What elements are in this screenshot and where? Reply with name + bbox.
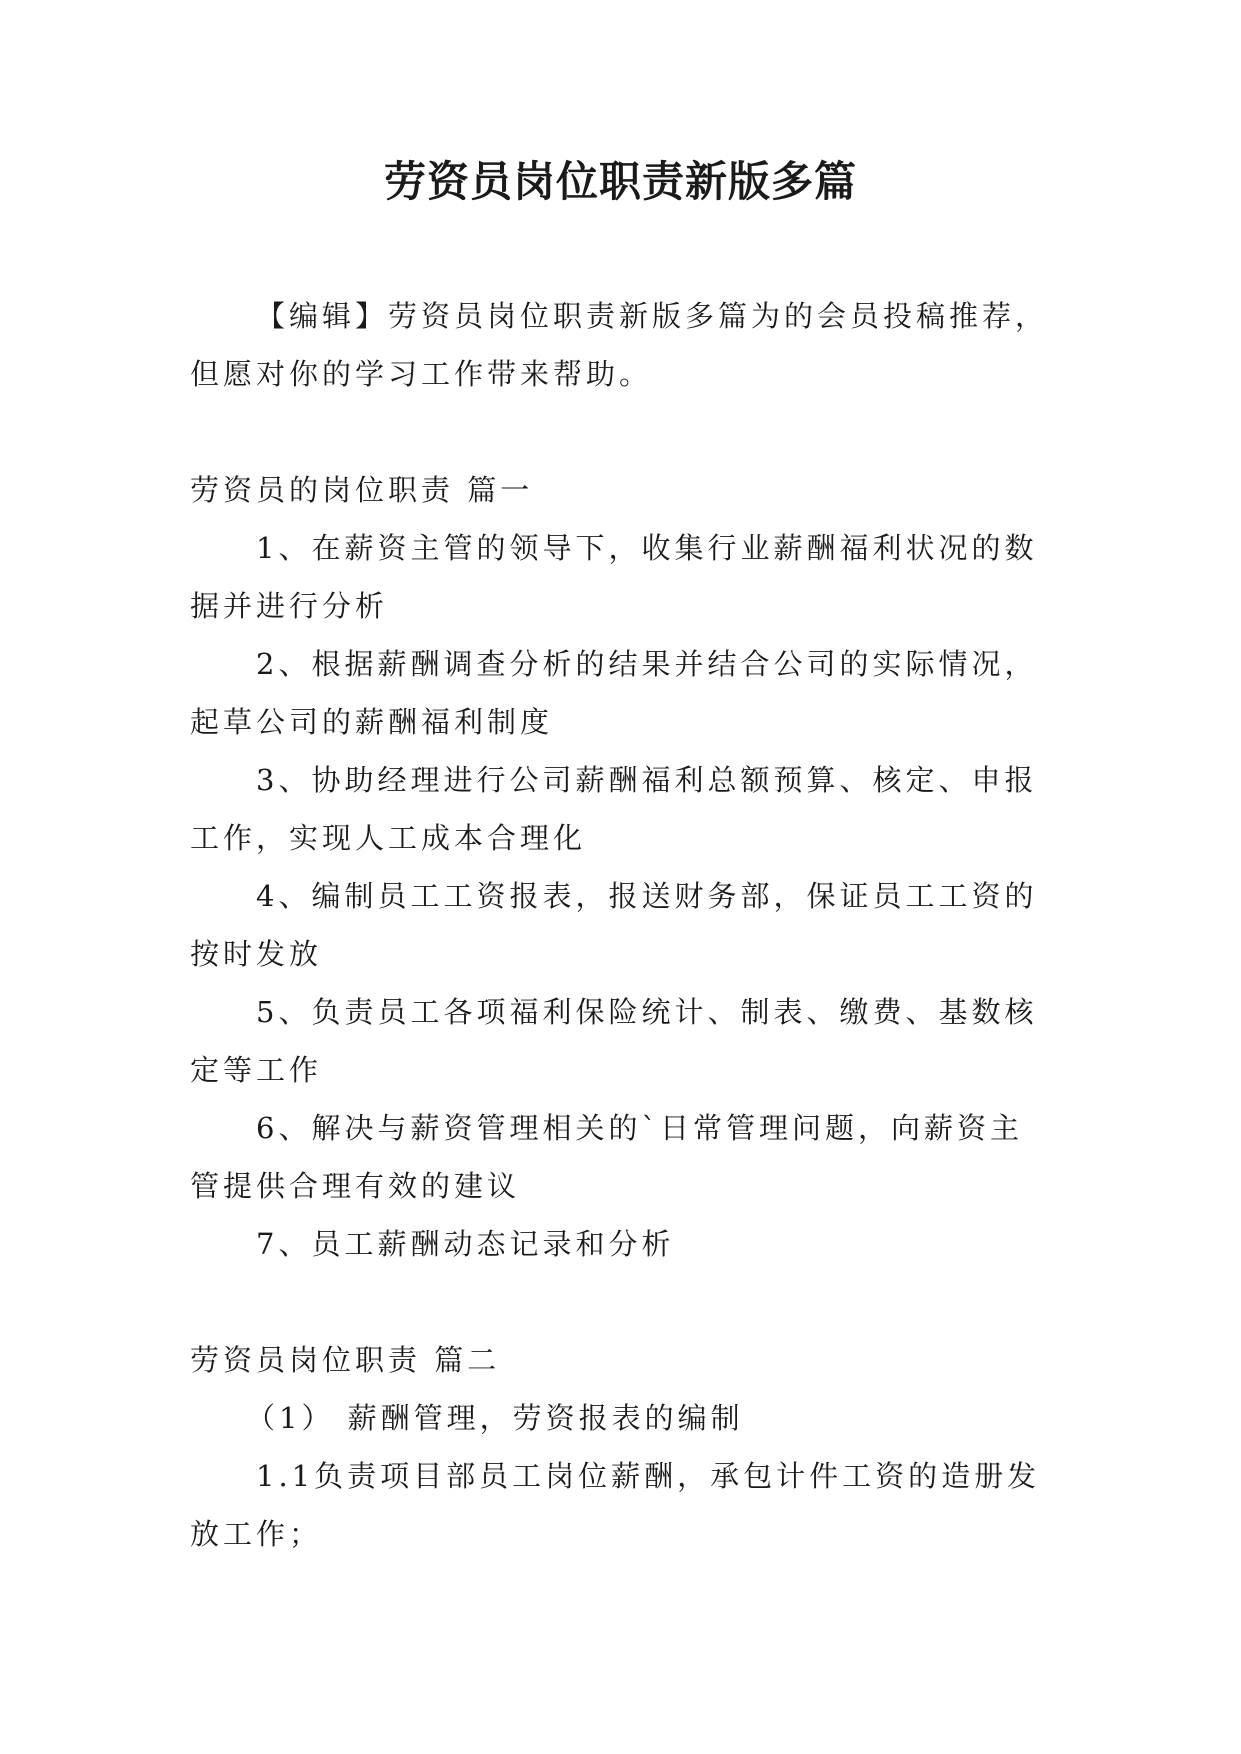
section1-item-3: 3、协助经理进行公司薪酬福利总额预算、核定、申报工作，实现人工成本合理化 — [190, 763, 1038, 855]
intro-paragraph: 【编辑】劳资员岗位职责新版多篇为的会员投稿推荐，但愿对你的学习工作带来帮助。 — [190, 299, 1049, 391]
section1-item-6: 6、解决与薪资管理相关的`日常管理问题，向薪资主管提供合理有效的建议 — [190, 1111, 1023, 1203]
section2-heading: 劳资员岗位职责 篇二 — [190, 1343, 501, 1377]
section2-subheading: （1） 薪酬管理，劳资报表的编制 — [246, 1401, 744, 1435]
document-body — [190, 287, 1050, 1563]
section1-item-7: 7、员工薪酬动态记录和分析 — [256, 1227, 675, 1261]
section2-item-1: 1.1负责项目部员工岗位薪酬，承包计件工资的造册发放工作； — [190, 1459, 1041, 1551]
spacer — [190, 1273, 1050, 1331]
section1-item-1: 1、在薪资主管的领导下，收集行业薪酬福利状况的数据并进行分析 — [190, 531, 1038, 623]
section1-item-4: 4、编制员工工资报表，报送财务部，保证员工工资的按时发放 — [190, 879, 1038, 971]
section1-heading: 劳资员的岗位职责 篇一 — [190, 473, 534, 507]
section1-item-2: 2、根据薪酬调查分析的结果并结合公司的实际情况，起草公司的薪酬福利制度 — [190, 647, 1038, 739]
spacer — [190, 403, 1050, 461]
document-title: 劳资员岗位职责新版多篇 — [383, 157, 857, 206]
section1-item-5: 5、负责员工各项福利保险统计、制表、缴费、基数核定等工作 — [190, 995, 1038, 1087]
